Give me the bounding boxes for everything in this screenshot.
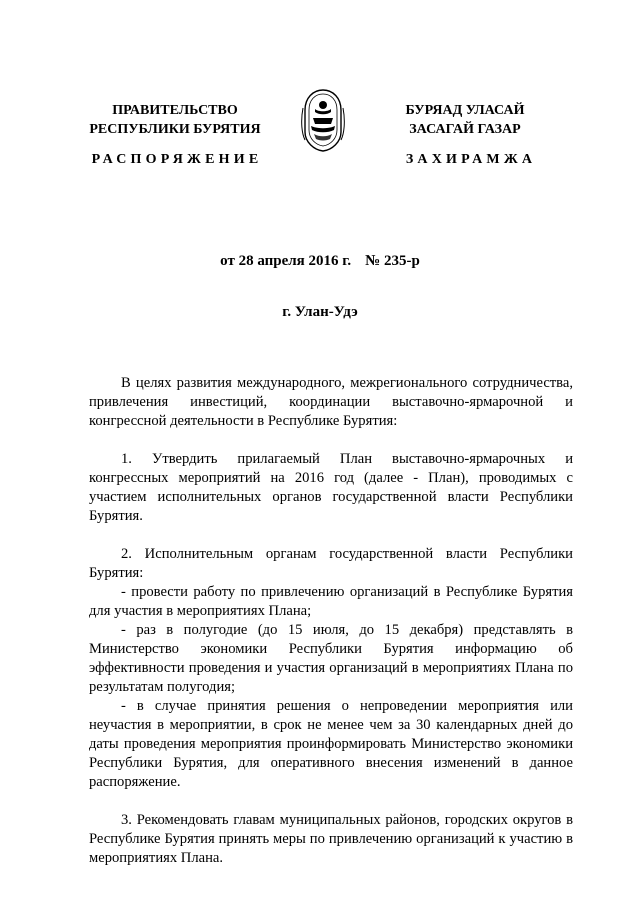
document-body — [89, 374, 573, 868]
document-number: № 235-р — [365, 253, 420, 269]
paragraph-item-1: 1. Утвердить прилагаемый План выставочно-ярмарочных и конгрессных мероприятий на 2016 год (далее - План), проводимых с участием исполнительных органов государственной власти Республики Бурятия. — [89, 451, 573, 524]
paragraph-item-3: 3. Рекомендовать главам муниципальных районов, городских округов в Республике Бурятия принять меры по привлечению организаций к участию в мероприятиях Плана. — [89, 812, 573, 866]
paragraph-item-2: 2. Исполнительным органам государственной власти Республики Бурятия: — [89, 546, 573, 581]
paragraph-preamble: В целях развития международного, межрегионального сотрудничества, привлечения инвестиций, координации выставочно-ярмарочной и конгрессной деятельности в Республике Бурятия: — [89, 375, 573, 429]
date-line — [0, 253, 640, 270]
header-right-line2: ЗАСАГАЙ ГАЗАР — [409, 122, 521, 137]
paragraph-subitem: - раз в полугодие (до 15 июля, до 15 декабря) представлять в Министерство экономики Республики Бурятия информацию об эффективности проведения и участия организаций в мероприятиях Плана по результатам полугодия; — [89, 622, 573, 695]
header-left-line1: ПРАВИТЕЛЬСТВО — [112, 103, 238, 118]
header-right-line1: БУРЯАД УЛАСАЙ — [405, 103, 525, 118]
header-left — [80, 101, 270, 139]
city: г. Улан-Удэ — [282, 304, 358, 320]
doc-type-right: ЗАХИРАМЖА — [405, 152, 537, 167]
doc-type-left: РАСПОРЯЖЕНИЕ — [91, 152, 263, 167]
paragraph-subitem: - провести работу по привлечению организаций в Республике Бурятия для участия в мероприятиях Плана; — [89, 584, 573, 619]
coat-of-arms-emblem — [299, 88, 347, 152]
document-date: от 28 апреля 2016 г. — [220, 253, 352, 269]
header-left-line2: РЕСПУБЛИКИ БУРЯТИЯ — [89, 122, 261, 137]
paragraph-subitem: - в случае принятия решения о непроведении мероприятия или неучастия в мероприятии, в срок не менее чем за 30 календарных дней до даты проведения мероприятия проинформировать Министерство экономики Республики Бурятия, для оперативного внесения изменений в данное распоряжение. — [89, 698, 573, 790]
header-right — [370, 101, 560, 139]
